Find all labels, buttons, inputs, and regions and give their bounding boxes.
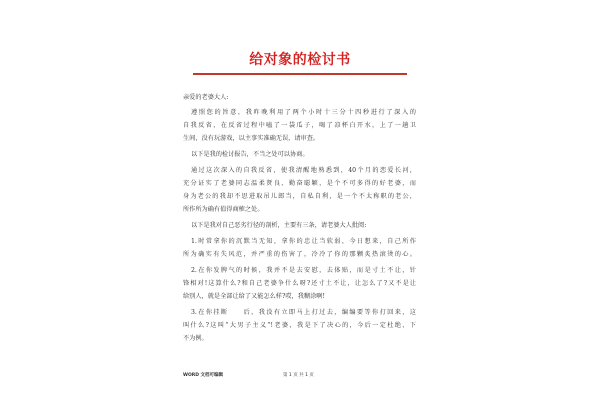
title-underline: [193, 73, 407, 75]
paragraph-line: 充分证实了老婆同志温柔贤良、勤奋聪颖，是个不可多得的好老婆，而: [183, 180, 416, 187]
document-title: 给对象的检讨书: [249, 52, 351, 68]
paragraph-line: 锋相对!这算什么?和自己老婆争什么呀?还寸土不让，让怎么了?又不是让: [183, 280, 416, 287]
footer-page-number: 第 1 页 共 1 页: [283, 373, 314, 378]
paragraph-line: 1.时常拿你的沉默当无知，拿你的忠让当软弱，今日想来，自己所作: [191, 238, 416, 245]
paragraph-line: 以下是我对自己恶劣行径的剖析，主要有三条，请老婆大人批阅:: [191, 222, 367, 229]
paragraph-line: 2.在你发脾气的时候，我并不是去安慰，去体贴，而是寸土不让，针: [191, 267, 416, 274]
document-body: [183, 93, 418, 353]
paragraph-line: 3.在你挂断 后，我没有立即马上打过去，编编要等你打回来，这: [191, 309, 416, 316]
paragraph-line: 遵照您的旨意，我昨晚利用了两个小时十三分十四秒进行了深入的: [191, 109, 416, 116]
paragraph-line: 自我反省，在反省过程中嗑了一袋瓜子，喝了凉杯白开水，上了一趟卫: [183, 122, 416, 129]
footer-doc-label: WORD 文档可编辑: [183, 373, 224, 378]
paragraph-line: 不为例。: [183, 335, 208, 342]
paragraph-line: 通过这次深入的自我反省，使我清醒地熟悉到，40个月的恋爱长河，: [191, 167, 416, 174]
paragraph-line: 所作所为确有值得商榷之处。: [183, 206, 264, 213]
paragraph-line: 生间，没有玩游戏，以主事实准确无误，请审查。: [183, 135, 320, 142]
paragraph-line: 以下是我的检讨报告，不当之处可以协商。: [191, 151, 309, 158]
paragraph-line: 所为确实有失风范，并严重的伤害了，冷冷了你的那颗炙热滚烫的心。: [183, 251, 416, 258]
paragraph-line: 给别人，就是全部让给了又能怎么样?哎，我糊涂啊!: [183, 293, 325, 300]
paragraph-line: 身为老公的我却不思进取吊儿郎当，自私自利，是一个不太称职的老公，: [183, 193, 416, 200]
salutation: 亲爱的老婆大人:: [183, 94, 229, 101]
paragraph-line: 叫什么?这叫“大男子主义”!老婆，我是下了决心的，今后一定杜绝，下: [183, 322, 416, 329]
